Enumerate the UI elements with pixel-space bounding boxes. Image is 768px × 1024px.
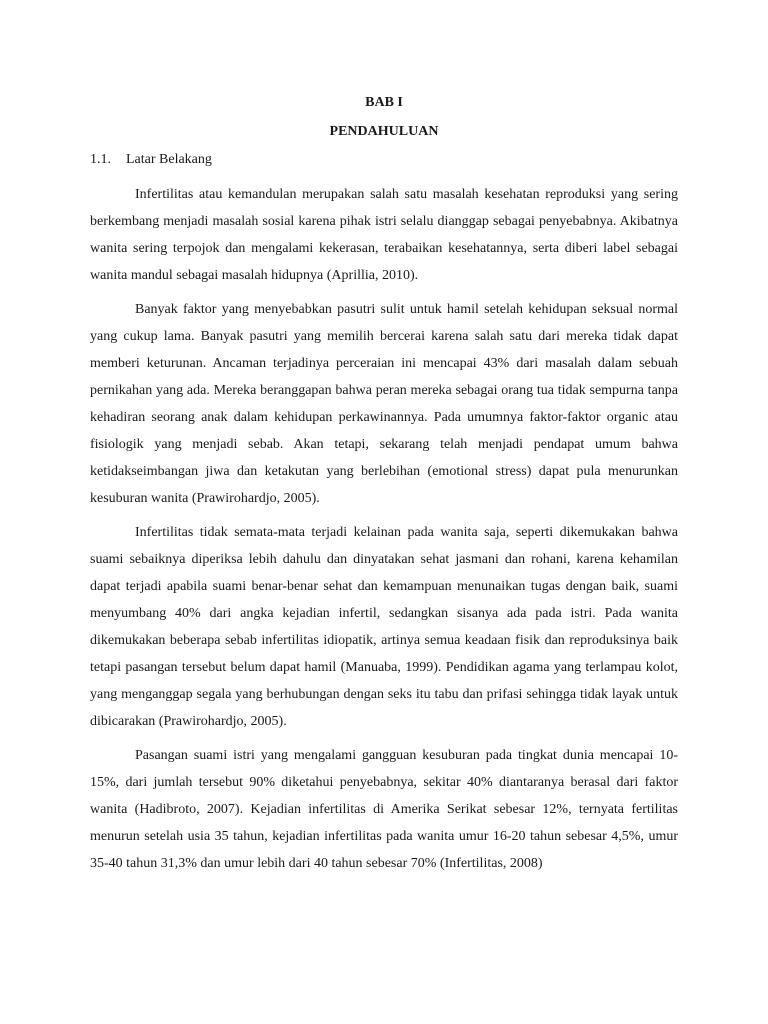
chapter-number: BAB I — [365, 95, 403, 110]
section-heading — [90, 151, 212, 169]
section-number: 1.1. — [90, 152, 111, 167]
chapter-title: PENDAHULUAN — [329, 124, 439, 139]
paragraph: Banyak faktor yang menyebabkan pasutri sulit untuk hamil setelah kehidupan seksual normal yang cukup lama. Banyak pasutri yang memilih bercerai karena salah satu dari mereka tidak dapat memberi keturunan. Ancaman terjadinya perceraian ini mencapai 43% dari masalah dalam sebuah pernikahan yang ada. Mereka beranggapan bahwa peran mereka sebagai orang tua tidak sempurna tanpa kehadiran seorang anak dalam kehidupan perkawinannya. Pada umumnya faktor-faktor organic atau fisiologik yang menjadi sebab. Akan tetapi, sekarang telah menjadi pendapat umum bahwa ketidakseimbangan jiwa dan ketakutan yang berlebihan (emotional stress) dapat pula menurunkan kesuburan wanita (Prawirohardjo, 2005). — [90, 302, 678, 506]
section-title: Latar Belakang — [126, 152, 212, 167]
paragraph: Pasangan suami istri yang mengalami gangguan kesuburan pada tingkat dunia mencapai 10-15%, dari jumlah tersebut 90% diketahui penyebabnya, sekitar 40% diantaranya berasal dari faktor wanita (Hadibroto, 2007). Kejadian infertilitas di Amerika Serikat sebesar 12%, ternyata fertilitas menurun setelah usia 35 tahun, kejadian infertilitas pada wanita umur 16-20 tahun sebesar 4,5%, umur 35-40 tahun 31,3% dan umur lebih dari 40 tahun sebesar 70% (Infertilitas, 2008) — [90, 748, 678, 871]
body-text — [90, 181, 678, 884]
paragraph: Infertilitas tidak semata-mata terjadi kelainan pada wanita saja, seperti dikemukakan bahwa suami sebaiknya diperiksa lebih dahulu dan dinyatakan sehat jasmani dan rohani, karena kehamilan dapat terjadi apabila suami benar-benar sehat dan kemampuan menunaikan tugas dengan baik, suami menyumbang 40% dari angka kejadian infertil, sedangkan sisanya ada pada istri. Pada wanita dikemukakan beberapa sebab infertilitas idiopatik, artinya semua keadaan fisik dan reproduksinya baik tetapi pasangan tersebut belum dapat hamil (Manuaba, 1999). Pendidikan agama yang terlampau kolot, yang menganggap segala yang berhubungan dengan seks itu tabu dan prifasi sehingga tidak layak untuk dibicarakan (Prawirohardjo, 2005). — [90, 525, 678, 729]
paragraph: Infertilitas atau kemandulan merupakan salah satu masalah kesehatan reproduksi yang sering berkembang menjadi masalah sosial karena pihak istri selalu dianggap sebagai penyebabnya. Akibatnya wanita sering terpojok dan mengalami kekerasan, terabaikan kesehatannya, serta diberi label sebagai wanita mandul sebagai masalah hidupnya (Aprillia, 2010). — [90, 187, 678, 283]
